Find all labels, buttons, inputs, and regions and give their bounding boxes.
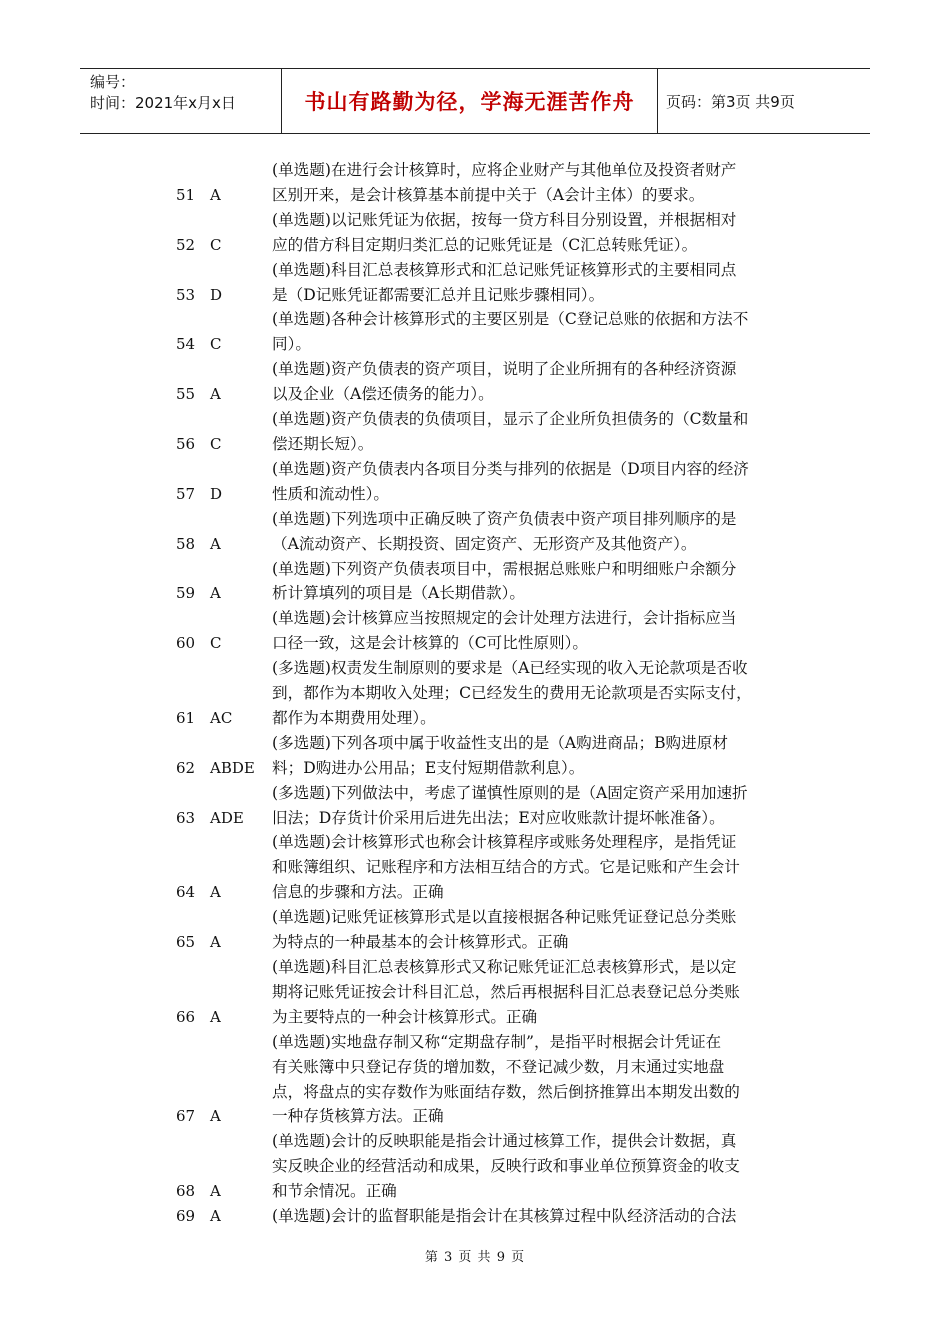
question-text-line: (单选题)各种会计核算形式的主要区别是（C登记总账的依据和方法不	[272, 310, 749, 329]
question-number: 55	[176, 385, 196, 404]
question-text-line: (单选题)会计的反映职能是指会计通过核算工作，提供会计数据，真	[272, 1132, 737, 1151]
question-answer: C	[210, 634, 222, 653]
question-number: 61	[176, 708, 196, 727]
question-row	[0, 457, 950, 507]
question-text	[272, 258, 812, 308]
question-row	[0, 955, 950, 1030]
question-text	[272, 830, 812, 905]
question-text-line: 到，都作为本期收入处理；C已经发生的费用无论款项是否实际支付，	[272, 684, 752, 703]
question-text-line: 和节余情况。正确	[272, 1182, 397, 1201]
question-answer: A	[210, 1107, 221, 1126]
question-answer: A	[210, 185, 221, 204]
question-text	[272, 307, 812, 357]
question-answer: A	[210, 584, 221, 603]
question-text	[272, 557, 812, 607]
question-text-line: (多选题)下列做法中，考虑了谨慎性原则的是（A固定资产采用加速折	[272, 783, 748, 802]
question-text	[272, 208, 812, 258]
question-number: 64	[176, 883, 196, 902]
question-text-line: 一种存货核算方法。正确	[272, 1107, 444, 1126]
question-text-line: (单选题)以记账凭证为依据，按每一贷方科目分别设置，并根据相对	[272, 210, 737, 229]
question-number: 53	[176, 285, 196, 304]
question-answer: A	[210, 1182, 221, 1201]
question-row	[0, 258, 950, 308]
question-number: 57	[176, 484, 196, 503]
question-answer: D	[210, 484, 223, 503]
question-number: 51	[176, 185, 196, 204]
question-text-line: (多选题)下列各项中属于收益性支出的是（A购进商品；B购进原材	[272, 733, 728, 752]
question-answer: A	[210, 534, 221, 553]
question-row	[0, 557, 950, 607]
question-row	[0, 407, 950, 457]
question-row	[0, 606, 950, 656]
question-text-line: (单选题)下列选项中正确反映了资产负债表中资产项目排列顺序的是	[272, 509, 737, 528]
question-text-line: 点，将盘点的实存数作为账面结存数，然后倒挤推算出本期发出数的	[272, 1082, 740, 1101]
question-answer: A	[210, 883, 221, 902]
question-answer: C	[210, 335, 222, 354]
header-meta	[80, 69, 282, 133]
header-page-label: 页码：第3页 共9页	[666, 92, 795, 111]
question-row	[0, 1129, 950, 1204]
question-text-line: 同）。	[272, 335, 311, 354]
question-text	[272, 457, 812, 507]
question-text-line: 是（D记账凭证都需要汇总并且记账步骤相同）。	[272, 285, 605, 304]
question-text-line: 性质和流动性）。	[272, 484, 389, 503]
question-text-line: (多选题)权责发生制原则的要求是（A已经实现的收入无论款项是否收	[272, 659, 748, 678]
question-text-line: 实反映企业的经营活动和成果，反映行政和事业单位预算资金的收支	[272, 1157, 740, 1176]
question-row	[0, 1204, 950, 1229]
question-answer: A	[210, 1207, 221, 1226]
question-row	[0, 830, 950, 905]
question-text-line: (单选题)会计的监督职能是指会计在其核算过程中队经济活动的合法	[272, 1207, 737, 1226]
question-answer: ABDE	[210, 758, 255, 777]
question-text-line: 以及企业（A偿还债务的能力）。	[272, 385, 494, 404]
question-row	[0, 731, 950, 781]
question-text-line: 料；D购进办公用品；E支付短期借款利息）。	[272, 758, 585, 777]
question-number: 56	[176, 434, 196, 453]
question-answer: A	[210, 1007, 221, 1026]
question-number: 59	[176, 584, 196, 603]
question-answer: D	[210, 285, 223, 304]
question-text	[272, 905, 812, 955]
question-text-line: 旧法；D存货计价采用后进先出法；E对应收账款计提坏帐准备）。	[272, 808, 725, 827]
question-row	[0, 656, 950, 731]
question-text-line: 期将记账凭证按会计科目汇总，然后再根据科目汇总表登记总分类账	[272, 982, 740, 1001]
question-number: 65	[176, 933, 196, 952]
question-text	[272, 507, 812, 557]
question-row	[0, 307, 950, 357]
question-text	[272, 357, 812, 407]
question-number: 52	[176, 235, 196, 254]
question-text-line: (单选题)实地盘存制又称“定期盘存制”，是指平时根据会计凭证在	[272, 1032, 722, 1051]
question-text-line: (单选题)会计核算应当按照规定的会计处理方法进行，会计指标应当	[272, 609, 737, 628]
question-text	[272, 781, 812, 831]
question-number: 63	[176, 808, 196, 827]
question-text-line: 和账簿组织、记账程序和方法相互结合的方式。它是记账和产生会计	[272, 858, 740, 877]
question-text	[272, 606, 812, 656]
question-text-line: 为主要特点的一种会计核算形式。正确	[272, 1007, 538, 1026]
question-text-line: (单选题)下列资产负债表项目中，需根据总账账户和明细账户余额分	[272, 559, 737, 578]
question-row	[0, 208, 950, 258]
question-text-line: 信息的步骤和方法。正确	[272, 883, 444, 902]
question-answer: C	[210, 235, 222, 254]
question-text-line: (单选题)记账凭证核算形式是以直接根据各种记账凭证登记总分类账	[272, 908, 737, 927]
question-text-line: (单选题)资产负债表内各项目分类与排列的依据是（D项目内容的经济	[272, 459, 749, 478]
question-text	[272, 1030, 812, 1130]
question-text	[272, 1129, 812, 1204]
question-text	[272, 158, 812, 208]
question-number: 58	[176, 534, 196, 553]
question-text-line: 偿还期长短）。	[272, 434, 374, 453]
question-row	[0, 158, 950, 208]
question-row	[0, 905, 950, 955]
question-text-line: 析计算填列的项目是（A长期借款）。	[272, 584, 525, 603]
page-footer: 第 3 页 共 9 页	[424, 1250, 526, 1265]
question-text-line: (单选题)资产负债表的资产项目，说明了企业所拥有的各种经济资源	[272, 360, 737, 379]
question-text-line: 都作为本期费用处理）。	[272, 708, 436, 727]
question-row	[0, 781, 950, 831]
question-answer: C	[210, 434, 222, 453]
question-text-line: (单选题)科目汇总表核算形式又称记账凭证汇总表核算形式，是以定	[272, 958, 737, 976]
date-label: 时间：2021年x月x日	[90, 94, 236, 112]
question-number: 60	[176, 634, 196, 653]
question-text-line: (单选题)会计核算形式也称会计核算程序或账务处理程序，是指凭证	[272, 833, 737, 852]
question-number: 68	[176, 1182, 196, 1201]
question-text-line: 有关账簿中只登记存货的增加数，不登记减少数，月末通过实地盘	[272, 1057, 725, 1076]
question-text	[272, 407, 812, 457]
question-number: 66	[176, 1007, 196, 1026]
question-number: 62	[176, 758, 196, 777]
question-number: 69	[176, 1207, 196, 1226]
question-answer: AC	[210, 708, 233, 727]
question-answer: A	[210, 933, 221, 952]
question-row	[0, 1030, 950, 1130]
question-text	[272, 656, 812, 731]
question-text-line: 应的借方科目定期归类汇总的记账凭证是（C汇总转账凭证）。	[272, 235, 698, 254]
question-list	[0, 158, 950, 1229]
serial-label: 编号：	[90, 73, 136, 91]
question-text	[272, 1204, 812, 1229]
question-text-line: 为特点的一种最基本的会计核算形式。正确	[272, 933, 569, 952]
header-motto: 书山有路勤为径，学海无涯苦作舟	[282, 69, 658, 133]
question-text	[272, 731, 812, 781]
question-row	[0, 357, 950, 407]
question-text-line: 区别开来，是会计核算基本前提中关于（A会计主体）的要求。	[272, 185, 705, 204]
question-answer: ADE	[210, 808, 244, 827]
question-answer: A	[210, 385, 221, 404]
question-number: 67	[176, 1107, 196, 1126]
question-text-line: 口径一致，这是会计核算的（C可比性原则）。	[272, 634, 589, 653]
question-text	[272, 955, 812, 1030]
question-text-line: (单选题)科目汇总表核算形式和汇总记账凭证核算形式的主要相同点	[272, 260, 737, 279]
question-text-line: （A流动资产、长期投资、固定资产、无形资产及其他资产）。	[272, 534, 697, 553]
page-header	[80, 68, 870, 134]
question-row	[0, 507, 950, 557]
question-text-line: (单选题)资产负债表的负债项目，显示了企业所负担债务的（C数量和	[272, 410, 749, 429]
question-text-line: (单选题)在进行会计核算时，应将企业财产与其他单位及投资者财产	[272, 161, 737, 179]
question-number: 54	[176, 335, 196, 354]
